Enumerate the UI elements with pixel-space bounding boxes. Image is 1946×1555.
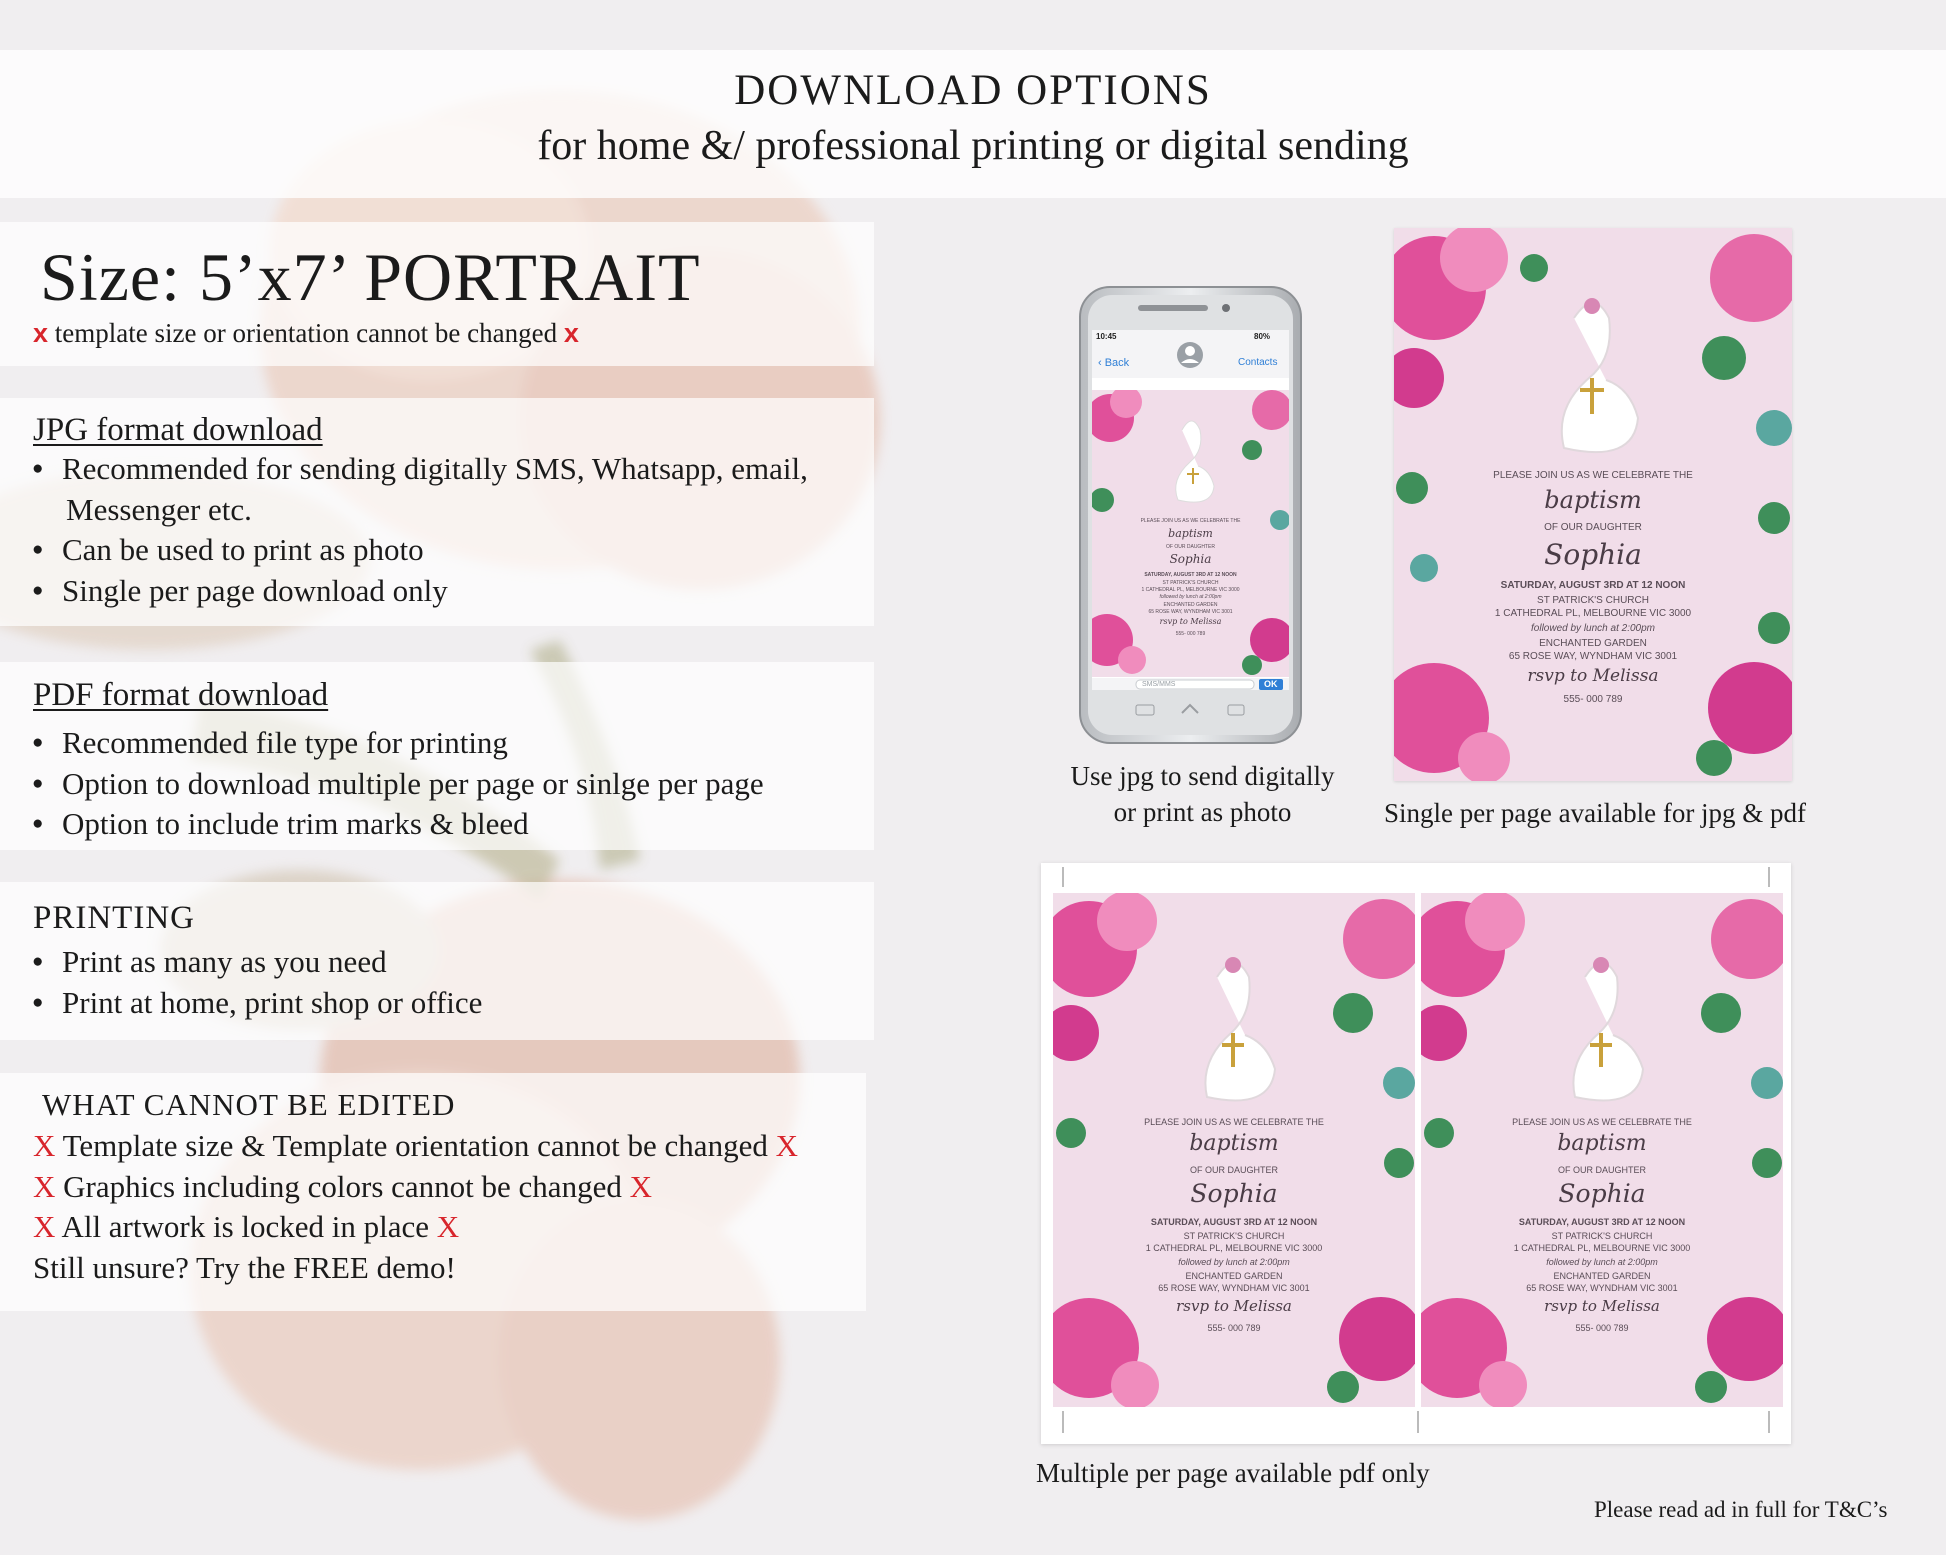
invitation-date: SATURDAY, AUGUST 3RD AT 12 NOON bbox=[1144, 572, 1237, 578]
contacts-link[interactable]: Contacts bbox=[1238, 357, 1278, 368]
size-title: Size: 5’x7’ PORTRAIT bbox=[40, 239, 701, 315]
invitation-phone: 555- 000 789 bbox=[1175, 631, 1206, 637]
invitation-of: OF OUR DAUGHTER bbox=[1557, 1165, 1646, 1175]
invitation-address1: 1 CATHEDRAL PL, MELBOURNE VIC 3000 bbox=[1145, 1243, 1323, 1253]
page-title: DOWNLOAD OPTIONS bbox=[734, 67, 1212, 114]
phone-time: 10:45 bbox=[1096, 332, 1117, 341]
list-item bbox=[33, 1167, 798, 1208]
phone-caption-line1: Use jpg to send digitally bbox=[1070, 761, 1335, 791]
invitation-of: OF OUR DAUGHTER bbox=[1189, 1165, 1278, 1175]
x-mark-icon: X bbox=[436, 1209, 460, 1244]
invitation-intro: PLEASE JOIN US AS WE CELEBRATE THE bbox=[1493, 470, 1693, 481]
list-item-text: Graphics including colors cannot be changed bbox=[63, 1168, 622, 1204]
demo-note: Still unsure? Try the FREE demo! bbox=[33, 1249, 456, 1285]
invitation-date: SATURDAY, AUGUST 3RD AT 12 NOON bbox=[1500, 580, 1686, 591]
pdf-heading: PDF format download bbox=[33, 677, 329, 713]
pdf-list bbox=[30, 723, 764, 845]
list-item: ● Print as many as you need bbox=[30, 942, 482, 983]
invitation-venue1: ST PATRICK'S CHURCH bbox=[1551, 1231, 1653, 1241]
back-button[interactable]: ‹ Back bbox=[1098, 357, 1130, 369]
invitation-lunch: followed by lunch at 2:00pm bbox=[1159, 594, 1222, 600]
send-button[interactable]: OK bbox=[1264, 679, 1278, 689]
printing-list bbox=[30, 942, 482, 1023]
x-mark-icon: X bbox=[33, 1168, 56, 1204]
list-item: Messenger etc. bbox=[66, 491, 252, 527]
invitation-event: baptism bbox=[1544, 486, 1642, 514]
invitation-address2: 65 ROSE WAY, WYNDHAM VIC 3001 bbox=[1508, 651, 1678, 662]
list-item: ● Single per page download only bbox=[30, 571, 808, 612]
invitation-venue2: ENCHANTED GARDEN bbox=[1163, 602, 1218, 608]
invitation-event: baptism bbox=[1189, 1131, 1279, 1156]
phone-caption-line2: or print as photo bbox=[1113, 797, 1292, 827]
x-mark-icon: x bbox=[33, 318, 49, 348]
x-mark-icon: X bbox=[629, 1168, 652, 1204]
list-item bbox=[33, 1126, 798, 1167]
invitation-lunch: followed by lunch at 2:00pm bbox=[1546, 1257, 1658, 1267]
sms-input[interactable]: SMS/MMS bbox=[1142, 681, 1176, 688]
invitation-lunch: followed by lunch at 2:00pm bbox=[1531, 623, 1655, 634]
size-note-text: template size or orientation cannot be changed bbox=[54, 318, 558, 348]
multiple-caption: Multiple per page available pdf only bbox=[1036, 1458, 1430, 1488]
invitation-rsvp: rsvp to Melissa bbox=[1159, 617, 1222, 626]
jpg-list bbox=[30, 449, 808, 611]
list-item: ● Recommended for sending digitally SMS, Whatsapp, email, bbox=[30, 449, 808, 490]
cannot-edit-list bbox=[33, 1126, 798, 1288]
invitation-rsvp: rsvp to Melissa bbox=[1527, 666, 1659, 686]
invitation-address2: 65 ROSE WAY, WYNDHAM VIC 3001 bbox=[1148, 609, 1233, 615]
invitation-phone: 555- 000 789 bbox=[1563, 694, 1623, 705]
invitation-address2: 65 ROSE WAY, WYNDHAM VIC 3001 bbox=[1526, 1283, 1678, 1293]
invitation-venue1: ST PATRICK'S CHURCH bbox=[1162, 580, 1219, 586]
invitation-name: Sophia bbox=[1190, 1179, 1278, 1208]
printing-heading: PRINTING bbox=[33, 900, 195, 936]
list-item-text: Template size & Template orientation cannot be changed bbox=[62, 1128, 768, 1163]
invitation-venue2: ENCHANTED GARDEN bbox=[1553, 1271, 1651, 1281]
invitation-intro: PLEASE JOIN US AS WE CELEBRATE THE bbox=[1512, 1117, 1692, 1127]
invitation-lunch: followed by lunch at 2:00pm bbox=[1178, 1257, 1290, 1267]
invitation-intro: PLEASE JOIN US AS WE CELEBRATE THE bbox=[1144, 1117, 1324, 1127]
invitation-intro: PLEASE JOIN US AS WE CELEBRATE THE bbox=[1140, 518, 1241, 524]
list-item: ● Option to include trim marks & bleed bbox=[30, 804, 764, 845]
invitation-date: SATURDAY, AUGUST 3RD AT 12 NOON bbox=[1150, 1217, 1318, 1227]
list-item: ● Print at home, print shop or office bbox=[30, 983, 482, 1024]
invitation-address1: 1 CATHEDRAL PL, MELBOURNE VIC 3000 bbox=[1494, 608, 1692, 619]
x-mark-icon: X bbox=[33, 1128, 56, 1163]
invitation-date: SATURDAY, AUGUST 3RD AT 12 NOON bbox=[1518, 1217, 1686, 1227]
x-mark-icon: X bbox=[33, 1209, 56, 1244]
x-mark-icon: X bbox=[775, 1128, 798, 1163]
list-item bbox=[33, 1207, 798, 1248]
invitation-address2: 65 ROSE WAY, WYNDHAM VIC 3001 bbox=[1158, 1283, 1310, 1293]
multiple-per-page-sheet bbox=[1041, 863, 1791, 1444]
invitation-rsvp: rsvp to Melissa bbox=[1176, 1297, 1292, 1315]
jpg-heading: JPG format download bbox=[33, 412, 323, 448]
trim-marks bbox=[1041, 863, 1791, 1444]
invitation-of: OF OUR DAUGHTER bbox=[1544, 522, 1642, 533]
invitation-venue2: ENCHANTED GARDEN bbox=[1185, 1271, 1283, 1281]
invitation-of: OF OUR DAUGHTER bbox=[1166, 544, 1215, 550]
invitation-phone: 555- 000 789 bbox=[1207, 1323, 1261, 1333]
cannot-edit-heading: WHAT CANNOT BE EDITED bbox=[42, 1087, 456, 1122]
invitation-venue1: ST PATRICK'S CHURCH bbox=[1183, 1231, 1285, 1241]
phone-caption bbox=[1040, 758, 1365, 830]
size-note bbox=[33, 318, 579, 349]
list-item: ● Can be used to print as photo bbox=[30, 530, 808, 571]
invitation-rsvp: rsvp to Melissa bbox=[1544, 1297, 1660, 1315]
invitation-address1: 1 CATHEDRAL PL, MELBOURNE VIC 3000 bbox=[1141, 587, 1240, 593]
footer-note: Please read ad in full for T&C’s bbox=[1594, 1497, 1888, 1522]
invitation-address1: 1 CATHEDRAL PL, MELBOURNE VIC 3000 bbox=[1513, 1243, 1691, 1253]
invitation-venue2: ENCHANTED GARDEN bbox=[1539, 638, 1647, 649]
invitation-name: Sophia bbox=[1544, 538, 1642, 571]
invitation-phone: 555- 000 789 bbox=[1575, 1323, 1629, 1333]
phone-battery: 80% bbox=[1254, 332, 1271, 341]
list-item-text: All artwork is locked in place bbox=[61, 1209, 430, 1244]
invitation-venue1: ST PATRICK'S CHURCH bbox=[1537, 595, 1649, 606]
page-subtitle: for home &/ professional printing or digital sending bbox=[537, 123, 1409, 169]
single-invitation-card bbox=[1394, 228, 1792, 781]
list-item: ● Option to download multiple per page or sinlge per page bbox=[30, 764, 764, 805]
invitation-event: baptism bbox=[1557, 1131, 1647, 1156]
x-mark-icon: x bbox=[563, 318, 579, 348]
phone-invitation-card bbox=[1092, 390, 1289, 677]
invitation-name: Sophia bbox=[1558, 1179, 1646, 1208]
list-item: ● Recommended file type for printing bbox=[30, 723, 764, 764]
phone-mockup bbox=[1078, 285, 1303, 745]
single-caption: Single per page available for jpg & pdf bbox=[1383, 798, 1807, 828]
invitation-name: Sophia bbox=[1169, 552, 1212, 566]
invitation-event: baptism bbox=[1168, 527, 1213, 540]
